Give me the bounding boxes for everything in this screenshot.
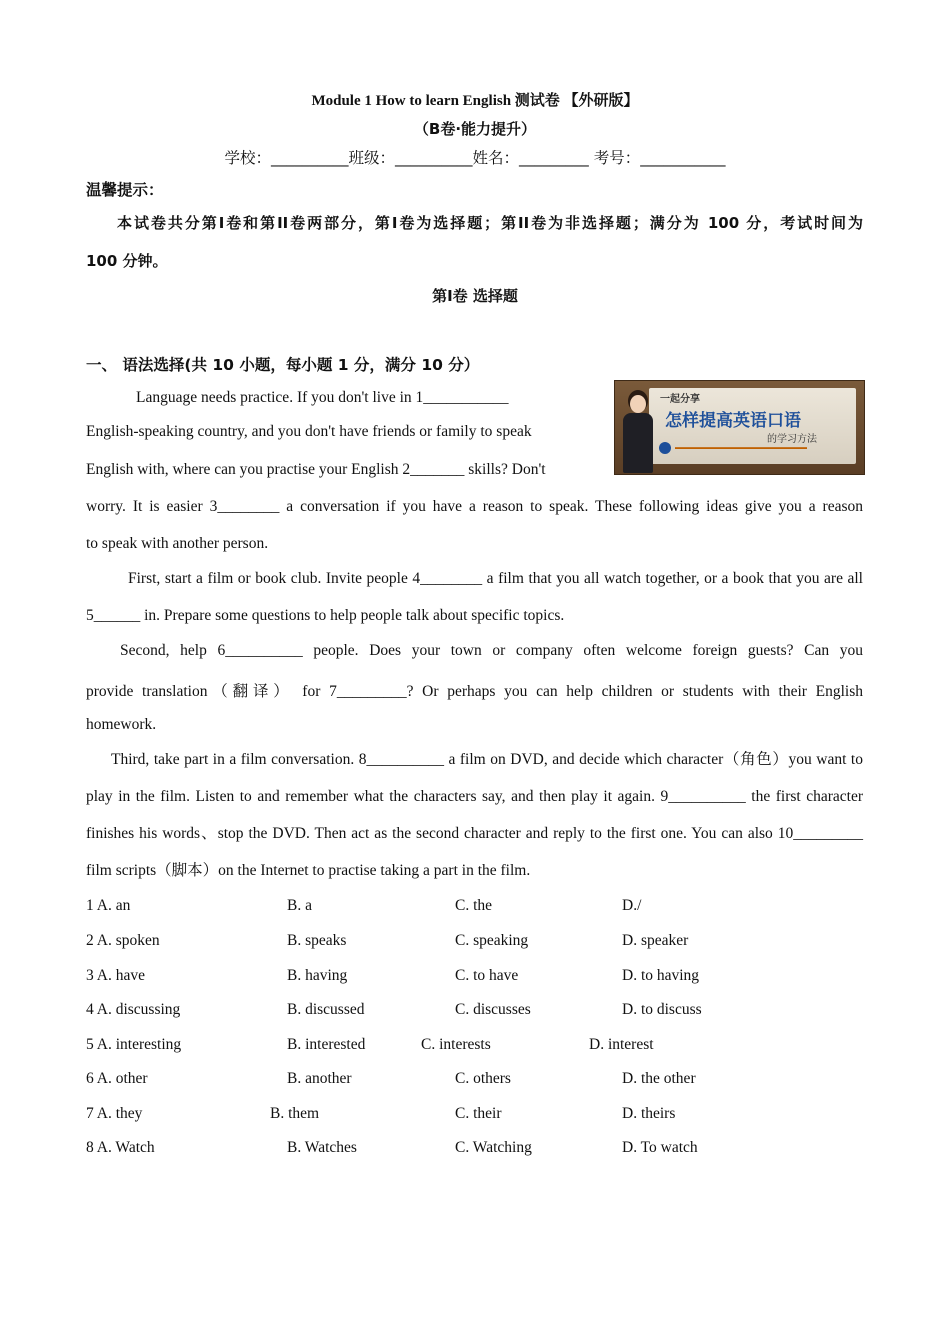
tips-line-2: 100 分钟。 (86, 252, 168, 270)
banner-subline: 的学习方法 (767, 434, 817, 445)
option-c: C. others (455, 1070, 511, 1087)
option-a: 1 A. an (86, 897, 131, 914)
option-a: 6 A. other (86, 1070, 148, 1087)
option-a: 3 A. have (86, 967, 145, 984)
option-b: B. having (287, 967, 348, 984)
passage-p1-line2: English-speaking country, and you don't have friends or family to speak (86, 423, 532, 440)
option-c: C. their (455, 1105, 502, 1122)
option-c: C. Watching (455, 1139, 532, 1156)
section1-heading: 一、 语法选择(共 10 小题，每小题 1 分，满分 10 分） (86, 356, 480, 374)
banner-foot-strip: ▬▬▬▬▬▬▬▬▬▬▬▬▬▬▬▬▬▬▬▬▬▬ (675, 445, 807, 451)
option-c: C. speaking (455, 932, 529, 949)
speaking-method-banner-image (614, 380, 865, 475)
passage-p3-line3: homework. (86, 716, 157, 733)
passage-p2: First, start a film or book club. Invite people 4________ a film that you all watch together, or a book that you are all 5______ in. Prepare some questions to help people talk about specific topics. (86, 570, 863, 624)
passage-p1-line5: to speak with another person. (86, 535, 269, 552)
passage-p3-line1: Second, help 6__________ people. Does your town or company often welcome foreign guests? Can you (120, 642, 863, 659)
doc-title: Module 1 How to learn English 测试卷 【外研版】 (311, 93, 639, 109)
option-d: D. speaker (622, 932, 689, 949)
tips-line-1: 本试卷共分第I卷和第II卷两部分，第I卷为选择题；第II卷为非选择题；满分为 100 分，考试时间为 (117, 214, 863, 232)
option-a: 4 A. discussing (86, 1001, 181, 1018)
passage-p1-line1: Language needs practice. If you don't live in 1___________ (136, 389, 509, 406)
option-d: D./ (622, 897, 642, 914)
play-icon (659, 442, 671, 454)
option-a: 7 A. they (86, 1105, 143, 1122)
option-b: B. Watches (287, 1139, 357, 1156)
tips-label: 温馨提示： (86, 181, 164, 199)
option-d: D. to having (622, 967, 700, 984)
banner-top-text: 一起分享 (660, 394, 700, 405)
option-c: C. discusses (455, 1001, 531, 1018)
teacher-figure (623, 395, 653, 473)
option-a: 2 A. spoken (86, 932, 160, 949)
option-a: 8 A. Watch (86, 1139, 155, 1156)
option-d: D. theirs (622, 1105, 676, 1122)
option-b: B. speaks (287, 932, 347, 949)
option-a: 5 A. interesting (86, 1036, 182, 1053)
option-b: B. another (287, 1070, 352, 1087)
passage-p1-line4: worry. It is easier 3________ a conversation if you have a reason to speak. These following ideas give you a reason (86, 498, 863, 515)
part1-title: 第I卷 选择题 (432, 287, 518, 305)
option-d: D. To watch (622, 1139, 698, 1156)
option-d: D. to discuss (622, 1001, 702, 1018)
option-b: B. interested (287, 1036, 366, 1053)
option-c: C. interests (421, 1036, 491, 1053)
option-c: C. the (455, 897, 493, 914)
option-d: D. the other (622, 1070, 696, 1087)
option-b: B. them (270, 1105, 320, 1122)
option-b: B. discussed (287, 1001, 365, 1018)
option-c: C. to have (455, 967, 519, 984)
doc-subtitle: （B卷·能力提升） (413, 120, 537, 138)
banner-headline: 怎样提高英语口语 (665, 411, 801, 431)
passage-p4: Third, take part in a film conversation. 8__________ a film on DVD, and decide which character（角色）you want to play in the film. Listen to and remember what the characters say, and then play it again. 9__________ the first character finishes his words、stop the DVD. Then act as the second character and reply to the first one. You can also 10_________ film scripts（脚本）on the Internet to practise taking a part in the film. (86, 751, 863, 879)
passage-p1-line3: English with, where can you practise your English 2_______ skills? Don't (86, 461, 546, 478)
passage-p3-line2: provide translation（翻译） for 7_________? Or perhaps you can help children or students with their English (86, 683, 863, 700)
student-info-line: 学校：__________班级：__________姓名：_________ 考号：___________ (224, 149, 726, 167)
option-b: B. a (287, 897, 312, 914)
option-d: D. interest (589, 1036, 654, 1053)
